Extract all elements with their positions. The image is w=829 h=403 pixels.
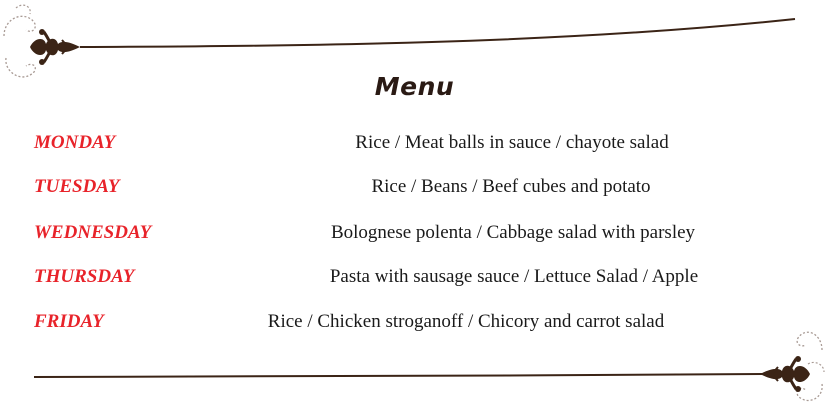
meal-text: Rice / Chicken stroganoff / Chicory and carrot salad — [267, 311, 665, 332]
menu-row-wednesday — [0, 222, 829, 252]
meal-text: Pasta with sausage sauce / Lettuce Salad / Apple — [329, 266, 699, 287]
bottom-divider-line — [34, 374, 768, 377]
day-label: MONDAY — [34, 132, 116, 153]
menu-row-thursday — [0, 266, 829, 296]
day-label: WEDNESDAY — [34, 222, 152, 243]
meal-text: Rice / Beans / Beef cubes and potato — [371, 176, 651, 197]
meal-text: Rice / Meat balls in sauce / chayote salad — [355, 132, 669, 153]
meal-text: Bolognese polenta / Cabbage salad with parsley — [330, 222, 696, 243]
menu-row-friday — [0, 311, 829, 341]
day-label: FRIDAY — [34, 311, 104, 332]
menu-row-tuesday — [0, 176, 829, 206]
menu-row-monday — [0, 132, 829, 162]
top-divider-line — [80, 19, 795, 47]
day-label: THURSDAY — [34, 266, 135, 287]
day-label: TUESDAY — [34, 176, 120, 197]
flourish-bottom-right-icon — [760, 332, 824, 400]
menu-title: Menu — [374, 72, 455, 101]
flourish-top-left-icon — [4, 5, 80, 77]
